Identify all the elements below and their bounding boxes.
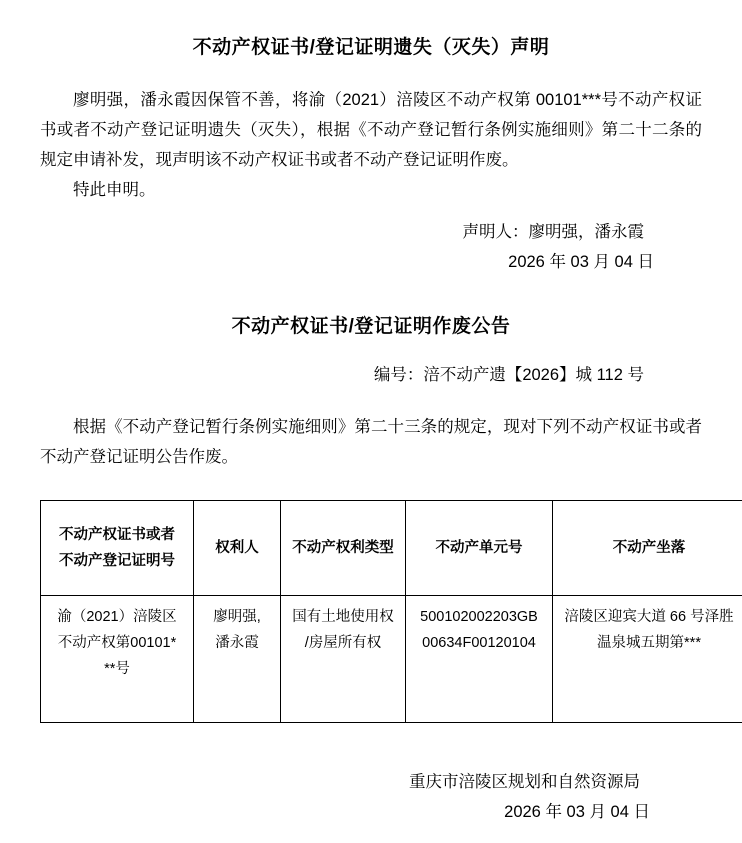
unit-no-line2: 00634F00120104 (422, 635, 536, 651)
declaration-closing-line: 特此申明。 (73, 181, 156, 199)
declaration-date: 2026 年 03 月 04 日 (508, 253, 654, 271)
notice-code: 编号：涪不动产遗【2026】城 112 号 (373, 366, 644, 384)
table-header-owner: 权利人 (194, 501, 281, 596)
location-line2: 温泉城五期第*** (597, 635, 701, 651)
spacer (40, 205, 702, 217)
location-line1: 涪陵区迎宾大道 66 号泽胜 (564, 609, 734, 625)
table-cell-right-type (281, 596, 406, 723)
right-type-line2: /房屋所有权 (304, 635, 382, 651)
table-cell-cert-no (41, 596, 194, 723)
footer-issuer: 重庆市涪陵区规划和自然资源局 (409, 773, 640, 791)
right-type-line1: 国有土地使用权 (292, 609, 394, 625)
table-header-cert-no-line2: 不动产登记证明号 (59, 553, 175, 569)
table-cell-location (553, 596, 742, 723)
table-row (41, 596, 742, 723)
owner-line2: 潘永霞 (215, 635, 259, 651)
cert-no-line1: 渝（2021）涪陵区 (57, 609, 177, 625)
declaration-signer: 声明人：廖明强，潘永霞 (462, 223, 644, 241)
spacer (40, 390, 702, 412)
declaration-body-paragraph: 廖明强，潘永霞因保管不善，将渝（2021）涪陵区不动产权第 00101***号不动产权证书或者不动产登记证明遗失（灭失），根据《不动产登记暂行条例实施细则》第二十二条的规定申请补发，现声明该不动产权证书或者不动产登记证明作废。 (40, 91, 702, 169)
table-header-cert-no-line1: 不动产权证书或者 (59, 527, 175, 543)
declaration-title: 不动产权证书/登记证明遗失（灭失）声明 (192, 37, 550, 58)
document-footer (40, 767, 702, 827)
table-header-cert-no (41, 501, 194, 596)
notice-title: 不动产权证书/登记证明作废公告 (231, 316, 511, 337)
registration-table (40, 500, 742, 723)
table-cell-owner (194, 596, 281, 723)
table-header-unit-no: 不动产单元号 (406, 501, 553, 596)
table-header-right-type: 不动产权利类型 (281, 501, 406, 596)
table-cell-unit-no (406, 596, 553, 723)
table-header-row (41, 501, 742, 596)
footer-date: 2026 年 03 月 04 日 (504, 803, 650, 821)
unit-no-line1: 500102002203GB (420, 609, 538, 625)
cert-no-line2: 不动产权第00101* (57, 635, 177, 651)
table-header-location: 不动产坐落 (553, 501, 742, 596)
notice-body-paragraph: 根据《不动产登记暂行条例实施细则》第二十三条的规定，现对下列不动产权证书或者不动产登记证明公告作废。 (40, 418, 702, 466)
owner-line1: 廖明强, (213, 609, 261, 625)
cert-no-line3: **号 (104, 661, 130, 677)
